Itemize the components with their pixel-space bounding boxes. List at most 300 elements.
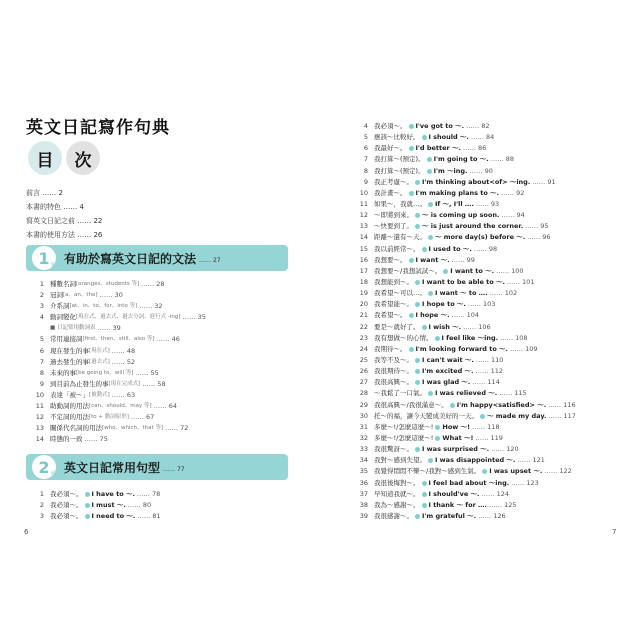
toc-item-english: I want 〜. — [415, 255, 450, 264]
toc-item-english: I was surprised 〜. — [422, 445, 490, 454]
toc-row[interactable] — [352, 277, 622, 288]
toc-row[interactable] — [352, 489, 622, 500]
toc-item-page: …… 110 — [475, 355, 504, 364]
toc-item-chinese: 我等不及〜。 — [374, 355, 413, 364]
toc-item-page: …… 95 — [525, 222, 549, 231]
toc-item-chinese: 我很高興〜/我很滿意〜。 — [374, 400, 448, 409]
toc-item-title: 時態的一致 — [50, 435, 83, 444]
toc-item-chinese: 早知道我就〜。 — [374, 489, 420, 498]
toc-row[interactable] — [352, 166, 622, 177]
toc-item-english: I should 〜. — [428, 133, 469, 142]
toc-row[interactable] — [28, 379, 298, 390]
toc-item-number: 4 — [363, 122, 368, 130]
toc-row[interactable] — [352, 411, 622, 422]
toc-item-page: …… 80 — [127, 501, 152, 510]
toc-item-number: 27 — [359, 378, 368, 387]
toc-item-number: 3 — [39, 512, 44, 521]
toc-item-number: 2 — [39, 501, 44, 510]
toc-item-number: 9 — [363, 177, 368, 186]
toc-heading-char: 次 — [66, 141, 100, 175]
toc-row[interactable] — [28, 390, 298, 401]
bullet-dot-icon — [85, 492, 90, 497]
chapter-2-header[interactable] — [26, 454, 288, 480]
toc-item-english: I have to 〜. — [91, 490, 135, 498]
toc-item-number: 5 — [363, 133, 368, 142]
toc-item-page: …… 101 — [506, 277, 535, 286]
toc-row[interactable] — [28, 346, 298, 357]
toc-row[interactable] — [352, 388, 622, 399]
toc-row[interactable] — [28, 401, 298, 412]
toc-item-page: …… 30 — [99, 291, 123, 300]
toc-item-detail: [現在式、過去式、過去分詞、進行式 -ing] — [76, 314, 181, 321]
toc-row[interactable] — [352, 444, 622, 455]
toc-row[interactable] — [352, 500, 622, 511]
toc-item-english: I can't wait 〜. — [422, 355, 474, 364]
toc-item-chinese: 我很期待〜。 — [374, 367, 413, 376]
toc-item-chinese: 我希望能〜。 — [374, 300, 413, 309]
toc-item-page: …… 99 — [451, 255, 475, 264]
toc-item-number: 26 — [359, 367, 368, 376]
toc-item-page: …… 102 — [489, 289, 518, 298]
toc-item-english: I'm 〜ing. — [433, 166, 468, 175]
toc-item-chinese: 如果〜，我就…。 — [374, 199, 426, 208]
front-matter-list — [26, 186, 102, 242]
toc-item-english: 〜 is just around the corner. — [422, 222, 524, 231]
toc-row[interactable] — [352, 400, 622, 411]
toc-item-page: …… 100 — [496, 266, 524, 275]
bullet-dot-icon — [480, 414, 485, 419]
toc-item-detail: [who、which、that 等] — [102, 425, 164, 432]
toc-item-english: I want 〜 to …. — [435, 289, 488, 298]
toc-item-english: I thank 〜 for …. — [428, 500, 488, 509]
toc-item-english: What 〜! — [442, 433, 474, 442]
toc-item-number: 32 — [359, 433, 368, 442]
bullet-dot-icon — [428, 458, 433, 463]
toc-item-page: …… 94 — [501, 211, 525, 220]
toc-item-page: …… 112 — [475, 367, 504, 376]
toc-item-page: …… 126 — [478, 511, 506, 520]
toc-item-number: 6 — [39, 346, 44, 355]
bullet-dot-icon — [409, 146, 414, 151]
toc-item-number: 28 — [359, 389, 368, 398]
toc-item-english: I'm happy<satisfied> 〜. — [456, 400, 547, 409]
toc-item-chinese: 我必須〜。 — [50, 512, 83, 521]
toc-item-english: 〜 more day(s) before 〜. — [435, 233, 526, 242]
toc-item-chinese: 我希望〜。 — [374, 311, 407, 320]
bullet-dot-icon — [435, 436, 440, 441]
toc-item-detail: [a、an、the] — [63, 292, 98, 299]
toc-item-english: I feel like 〜ing. — [441, 333, 499, 342]
toc-row[interactable] — [352, 232, 622, 243]
toc-item-number: 35 — [359, 467, 368, 476]
toc-item-page: …… 92 — [501, 188, 525, 197]
toc-row[interactable] — [352, 366, 622, 377]
toc-item-page: …… 48 — [111, 346, 136, 355]
toc-item-english: I should've 〜. — [428, 489, 480, 498]
toc-item-number: 14 — [359, 233, 368, 242]
bullet-dot-icon — [409, 347, 414, 352]
toc-item-chinese: 多麼〜!/怎麼這麼〜! — [374, 433, 434, 442]
toc-item-page: …… 108 — [500, 333, 528, 342]
toc-item-number: 17 — [359, 266, 368, 275]
bullet-dot-icon — [415, 447, 420, 452]
toc-row[interactable] — [352, 310, 622, 321]
toc-item-number: 23 — [359, 333, 368, 342]
chapter-2-list — [28, 489, 298, 522]
toc-item-title: 表達「被〜」 — [50, 390, 89, 399]
toc-item-english: I must 〜. — [91, 501, 126, 510]
bullet-dot-icon — [409, 191, 414, 196]
toc-item-number: 36 — [359, 478, 368, 487]
toc-row[interactable] — [28, 511, 298, 522]
bullet-dot-icon — [428, 235, 433, 240]
toc-item-detail: [被動式] — [89, 391, 110, 398]
toc-row[interactable] — [28, 423, 298, 434]
toc-row[interactable] — [352, 455, 622, 466]
toc-item-english: I'm going to 〜. — [433, 155, 489, 164]
toc-item-page: …… 52 — [111, 357, 136, 366]
chapter-1-header[interactable] — [26, 245, 288, 271]
toc-item-detail: [first、then、still、also 等] — [82, 336, 155, 343]
toc-item-detail: [can、should、may 等] — [89, 403, 152, 410]
toc-item-chinese: 我很感謝〜。 — [374, 511, 413, 520]
toc-item-page: …… 90 — [469, 166, 493, 175]
toc-row[interactable] — [352, 199, 622, 210]
toc-item-number: 24 — [359, 344, 368, 353]
chapter-1-list — [28, 279, 298, 445]
toc-item-english: I've got to 〜. — [415, 122, 465, 130]
toc-item-english: I'm looking forward to 〜. — [415, 344, 509, 353]
toc-item-english: I want to be able to 〜. — [422, 277, 505, 286]
toc-item-english: 〜 made my day. — [487, 411, 547, 420]
toc-item-chinese: 托〜的福，讓今天變成美好的一天。 — [374, 411, 478, 420]
toc-row[interactable] — [352, 422, 622, 433]
bullet-dot-icon — [422, 481, 427, 486]
bullet-dot-icon — [422, 492, 427, 497]
toc-item-number: 10 — [35, 390, 44, 399]
toc-row[interactable] — [28, 412, 298, 423]
chapter-number-badge: 1 章 — [32, 246, 56, 270]
toc-item-number: 21 — [359, 311, 368, 320]
toc-item-number: 1 — [39, 280, 44, 288]
toc-item-number: 31 — [359, 422, 368, 431]
toc-row[interactable] — [28, 301, 298, 312]
toc-item-chinese: 我有想做〜的心情。 — [374, 333, 433, 342]
bullet-dot-icon — [415, 180, 420, 185]
bullet-dot-icon — [415, 369, 420, 374]
chapter-title: 有助於寫英文日記的文法 — [64, 251, 197, 266]
toc-item-number: 22 — [359, 322, 368, 331]
toc-item-page: …… 67 — [130, 413, 155, 422]
toc-row[interactable] — [352, 154, 622, 165]
toc-item-page: …… 103 — [467, 300, 496, 309]
toc-item-english: I'm grateful 〜. — [422, 511, 477, 520]
chapter-number-badge: 2 章 — [32, 455, 56, 479]
toc-item-chinese: 我打算〜(預定)。 — [374, 155, 425, 164]
toc-item-number: 8 — [39, 368, 44, 377]
chapter-page: …… 77 — [163, 465, 185, 473]
toc-item-chinese: 〜快要到了。 — [374, 222, 413, 231]
toc-item-number: 12 — [35, 413, 44, 422]
toc-item-english: If 〜, I'll …. — [435, 199, 474, 208]
toc-item-page: …… 86 — [462, 144, 487, 153]
toc-item-title: 冠詞 — [50, 291, 63, 300]
toc-heading-char: 目 — [28, 141, 62, 175]
toc-item-number: 18 — [359, 277, 368, 286]
toc-row[interactable] — [352, 210, 622, 221]
toc-row[interactable] — [352, 333, 622, 344]
toc-item-page: …… 58 — [142, 379, 166, 388]
toc-item-number: 3 — [39, 302, 44, 311]
toc-row[interactable] — [28, 312, 298, 323]
toc-item-page: …… 116 — [548, 400, 576, 409]
toc-item-title: 助動詞的用法 — [50, 402, 89, 411]
toc-item-chinese: 我必須〜。 — [50, 490, 83, 498]
toc-item-number: 9 — [39, 379, 44, 388]
toc-row[interactable] — [352, 377, 622, 388]
toc-item-page: …… 125 — [489, 500, 517, 509]
bullet-dot-icon — [422, 135, 427, 140]
bullet-dot-icon — [435, 425, 440, 430]
bullet-dot-icon — [409, 258, 414, 263]
toc-item-english: I'd better 〜. — [415, 144, 461, 153]
toc-row[interactable] — [352, 132, 622, 143]
toc-item-number: 25 — [359, 355, 368, 364]
toc-item-title: 常用連接詞 — [50, 335, 83, 344]
toc-item-page: …… 122 — [544, 467, 572, 476]
front-matter-item[interactable]: 本書的特色 …… 4 — [26, 203, 84, 211]
toc-row[interactable] — [352, 188, 622, 199]
bullet-dot-icon — [428, 291, 433, 296]
toc-row[interactable] — [352, 344, 622, 355]
toc-item-page: …… 55 — [135, 368, 159, 377]
toc-item-english: I wish 〜. — [428, 322, 462, 331]
bullet-dot-icon — [409, 313, 414, 318]
toc-item-number: 8 — [363, 166, 368, 175]
toc-item-english: I was disappointed 〜. — [435, 456, 516, 465]
toc-row[interactable] — [352, 177, 622, 188]
toc-item-number: 33 — [359, 445, 368, 454]
toc-item-chinese: 我期待〜。 — [374, 344, 407, 353]
toc-item-chinese: 我對〜感到失望。 — [374, 456, 426, 465]
toc-row[interactable] — [352, 299, 622, 310]
toc-item-chinese: 〜即將到來。 — [374, 211, 413, 220]
toc-row[interactable] — [352, 244, 622, 255]
toc-item-page: …… 46 — [156, 335, 180, 344]
bullet-dot-icon — [482, 469, 487, 474]
toc-row[interactable] — [28, 290, 298, 301]
toc-item-chinese: 要是〜就好了。 — [374, 322, 420, 331]
toc-item-title: 動詞變化 — [50, 313, 76, 322]
toc-item-chinese: 距離〜還有〜天。 — [374, 233, 426, 242]
toc-row[interactable] — [352, 478, 622, 489]
toc-item-number: 14 — [35, 435, 44, 444]
bullet-dot-icon — [415, 358, 420, 363]
toc-row[interactable] — [28, 357, 298, 368]
toc-item-page: …… 124 — [481, 489, 510, 498]
front-matter-item[interactable]: 本書的使用方法 …… 26 — [26, 231, 103, 239]
toc-item-note: ■ 日記常用動詞表 — [50, 325, 96, 332]
toc-item-english: I'm excited 〜. — [422, 367, 474, 376]
toc-item-number: 38 — [359, 500, 368, 509]
toc-item-number: 13 — [35, 424, 44, 433]
toc-row[interactable] — [28, 500, 298, 511]
toc-row[interactable] — [352, 288, 622, 299]
toc-item-page: …… 115 — [499, 389, 527, 398]
toc-item-page: …… 109 — [510, 344, 538, 353]
bullet-dot-icon — [443, 269, 448, 274]
toc-item-english: I hope to 〜. — [422, 300, 466, 309]
toc-row[interactable] — [352, 143, 622, 154]
toc-item-english: I need to 〜. — [91, 512, 136, 521]
chapter-title: 英文日記常用句型 — [64, 460, 161, 475]
toc-item-english: I hope 〜. — [415, 311, 450, 320]
toc-item-title: 關係代名詞的用法 — [50, 424, 102, 433]
bullet-dot-icon — [415, 302, 420, 307]
toc-row[interactable] — [352, 466, 622, 477]
toc-item-number: 19 — [359, 289, 368, 298]
toc-item-number: 2 — [39, 291, 44, 300]
toc-item-english: 〜 is coming up soon. — [422, 211, 500, 220]
toc-item-chinese: 我覺得悶悶不樂〜/我對〜感到生氣。 — [374, 467, 481, 476]
toc-item-number: 15 — [359, 244, 368, 253]
pattern-list — [352, 121, 622, 522]
toc-item-number: 30 — [359, 411, 368, 420]
toc-row[interactable] — [352, 433, 622, 444]
toc-item-english: I'm making plans to 〜. — [415, 188, 500, 197]
toc-item-title: 未來的事 — [50, 368, 76, 377]
bullet-dot-icon — [85, 503, 90, 508]
toc-row[interactable] — [28, 489, 298, 500]
toc-item-title: 介系詞 — [50, 302, 70, 311]
toc-item-page: …… 114 — [472, 378, 500, 387]
toc-item-number: 20 — [359, 300, 368, 309]
toc-item-page: …… 28 — [141, 280, 165, 288]
toc-item-page: …… 82 — [466, 122, 490, 130]
bullet-dot-icon — [435, 336, 440, 341]
toc-item-number: 1 — [39, 490, 44, 498]
bullet-dot-icon — [450, 403, 455, 408]
toc-item-detail: [be going to、will 等] — [76, 369, 134, 376]
toc-item-detail: [at、in、to、for、into 等] — [69, 303, 138, 310]
toc-item-title: 種數名詞 — [50, 280, 76, 288]
chapter-page: …… 27 — [199, 256, 221, 264]
toc-item-chinese: 我正考慮〜。 — [374, 177, 413, 186]
toc-row[interactable] — [352, 355, 622, 366]
toc-item-chinese: 我想能到〜。 — [374, 277, 413, 286]
toc-row[interactable] — [352, 121, 622, 132]
toc-item-page: …… 96 — [527, 233, 551, 242]
toc-item-chinese: 〜我鬆了一口氣。 — [374, 389, 426, 398]
toc-item-page: …… 78 — [136, 490, 161, 498]
toc-item-title: 到目前為止發生的事 — [50, 379, 109, 388]
toc-item-page: …… 120 — [491, 445, 519, 454]
toc-item-page: …… 72 — [165, 424, 189, 433]
toc-item-page: …… 81 — [137, 512, 161, 521]
toc-item-number: 4 — [39, 313, 44, 322]
toc-row[interactable] — [28, 334, 298, 345]
bullet-dot-icon — [85, 514, 90, 519]
toc-item-page: …… 91 — [532, 177, 556, 186]
toc-item-number: 29 — [359, 400, 368, 409]
toc-item-page: …… 63 — [111, 390, 136, 399]
toc-item-number: 11 — [35, 402, 44, 411]
toc-item-number: 39 — [359, 511, 368, 520]
bullet-dot-icon — [415, 380, 420, 385]
toc-row[interactable] — [28, 368, 298, 379]
toc-item-chinese: 應該〜比較好。 — [374, 133, 420, 142]
toc-item-english: I'm thinking about<of> 〜ing. — [422, 177, 531, 186]
toc-row[interactable] — [352, 221, 622, 232]
toc-item-chinese: 我必須〜。 — [50, 501, 83, 510]
toc-item-number: 16 — [359, 255, 368, 264]
toc-item-english: I was glad 〜. — [422, 378, 471, 387]
bullet-dot-icon — [427, 169, 432, 174]
toc-item-page: …… 75 — [84, 435, 108, 444]
toc-row[interactable] — [352, 266, 622, 277]
toc-item-page: …… 104 — [451, 311, 480, 320]
toc-item-number: 7 — [363, 155, 368, 164]
toc-row[interactable] — [28, 279, 298, 290]
toc-item-page: …… 121 — [517, 456, 545, 465]
toc-item-english: I want to 〜. — [450, 266, 495, 275]
toc-item-page: …… 39 — [97, 324, 121, 333]
toc-item-page: …… 35 — [182, 313, 206, 322]
toc-item-english: I feel bad about 〜ing. — [428, 478, 510, 487]
toc-item-chinese: 我為〜感謝〜。 — [374, 500, 420, 509]
toc-item-chinese: 多麼〜!/怎麼這麼〜! — [374, 422, 434, 431]
bullet-dot-icon — [422, 325, 427, 330]
toc-item-detail: [現在式] — [89, 347, 110, 354]
toc-item-chinese: 我想要〜。 — [374, 255, 407, 264]
toc-row[interactable] — [28, 434, 298, 445]
toc-row[interactable] — [352, 511, 622, 522]
toc-item-page: …… 88 — [490, 155, 515, 164]
toc-item-page: …… 98 — [473, 244, 498, 253]
toc-row[interactable] — [352, 255, 622, 266]
toc-item-detail: [to + 動詞原形] — [89, 414, 129, 421]
bullet-dot-icon — [428, 391, 433, 396]
bullet-dot-icon — [422, 247, 427, 252]
toc-row[interactable] — [28, 323, 298, 334]
bullet-dot-icon — [428, 202, 433, 207]
toc-item-chinese: 我想要〜/我想試試〜。 — [374, 266, 442, 275]
front-matter-item[interactable]: 前言 …… 2 — [26, 189, 63, 197]
front-matter-item[interactable]: 寫英文日記之前 …… 22 — [26, 217, 103, 225]
toc-item-detail: [oranges、students 等] — [76, 281, 140, 287]
toc-item-number: 5 — [39, 335, 44, 344]
toc-item-title: 不定詞的用法 — [50, 413, 89, 422]
toc-item-detail: [現在完成式] — [108, 380, 141, 387]
toc-item-chinese: 我很後悔對〜。 — [374, 478, 420, 487]
toc-item-page: …… 119 — [475, 433, 503, 442]
toc-row[interactable] — [352, 322, 622, 333]
toc-item-number: 37 — [359, 489, 368, 498]
toc-item-english: How 〜! — [442, 422, 471, 431]
toc-item-detail: [過去式] — [89, 358, 110, 365]
toc-item-number: 13 — [359, 222, 368, 231]
toc-item-chinese: 我最好〜。 — [374, 144, 407, 153]
bullet-dot-icon — [415, 213, 420, 218]
toc-item-english: I was upset 〜. — [489, 467, 543, 476]
toc-item-english: I was relieved 〜. — [435, 389, 498, 398]
toc-item-number: 6 — [363, 144, 368, 153]
toc-item-page: …… 64 — [153, 402, 177, 411]
toc-item-page: …… 106 — [463, 322, 491, 331]
bullet-dot-icon — [415, 224, 420, 229]
toc-item-title: 過去發生的事 — [50, 357, 89, 366]
bullet-dot-icon — [422, 503, 427, 508]
